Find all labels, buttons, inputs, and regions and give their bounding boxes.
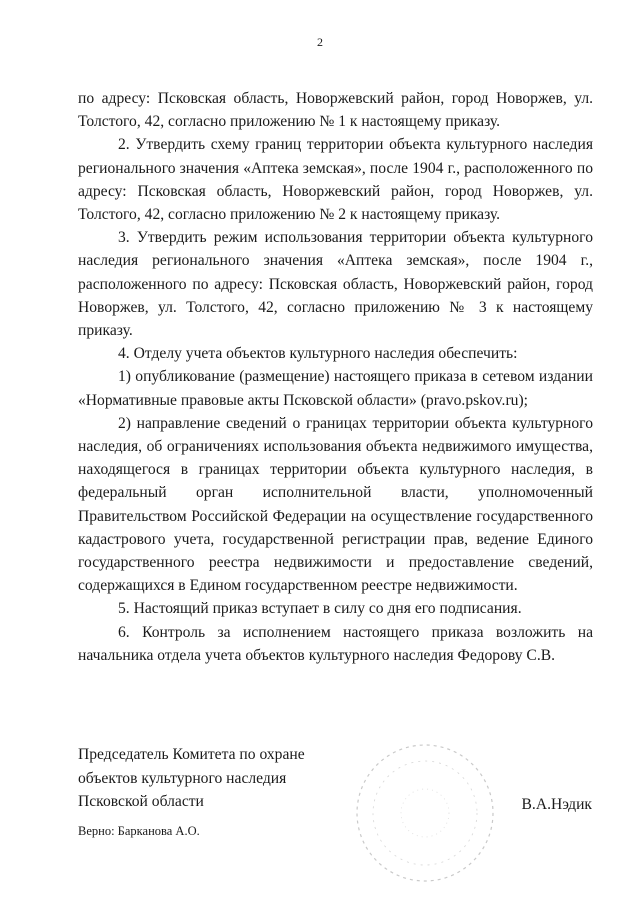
- signer-name: В.А.Нэдик: [521, 796, 592, 813]
- signer-position-line: Псковской области: [78, 793, 204, 811]
- verified-by: Верно: Барканова А.О.: [78, 824, 200, 838]
- paragraph-item-3: 3. Утвердить режим использования территории объекта культурного наследия регионального значения «Аптека земская», после 1904 г., расположенного по адресу: Псковская область, Новоржевский район, город Новоржев, ул. Толстого, 42, согласно приложению № 3 к настоящему приказу.: [78, 229, 593, 340]
- page-number: 2: [317, 35, 323, 49]
- paragraph-item-4-2: 2) направление сведений о границах территории объекта культурного наследия, об ограничениях использования объекта недвижимого имущества, находящегося в границах территории объекта культурного наследия, в федеральный орган исполнительной власти, уполномоченный Правительством Российской Федерации на осуществление государственного кадастрового учета, государственной регистрации прав, ведение Единого государственного реестра недвижимости и предоставление сведений, содержащихся в Едином государственном реестре недвижимости.: [78, 414, 593, 595]
- paragraph-item-5: 5. Настоящий приказ вступает в силу со дня его подписания.: [118, 600, 522, 618]
- document-body: [78, 87, 593, 667]
- paragraph-address-continuation: по адресу: Псковская область, Новоржевский район, город Новоржев, ул. Толстого, 42, согласно приложению № 1 к настоящему приказу.: [78, 90, 593, 131]
- seal-stamp-icon: [350, 738, 500, 888]
- signature-block: [78, 743, 305, 814]
- paragraph-item-6: 6. Контроль за исполнением настоящего приказа возложить на начальника отдела учета объектов культурного наследия Федорову С.В.: [78, 623, 593, 664]
- signer-position-line: объектов культурного наследия: [78, 769, 287, 787]
- paragraph-item-4: 4. Отделу учета объектов культурного наследия обеспечить:: [118, 345, 518, 363]
- paragraph-item-4-1: 1) опубликование (размещение) настоящего приказа в сетевом издании «Нормативные правовые акты Псковской области» (pravo.pskov.ru);: [78, 368, 593, 409]
- paragraph-item-2: 2. Утвердить схему границ территории объекта культурного наследия регионального значения «Аптека земская», после 1904 г., расположенного по адресу: Псковская область, Новоржевский район, город Новоржев, ул. Толстого, 42, согласно приложению № 2 к настоящему приказу.: [78, 136, 593, 224]
- signer-position-line: Председатель Комитета по охране: [78, 746, 305, 763]
